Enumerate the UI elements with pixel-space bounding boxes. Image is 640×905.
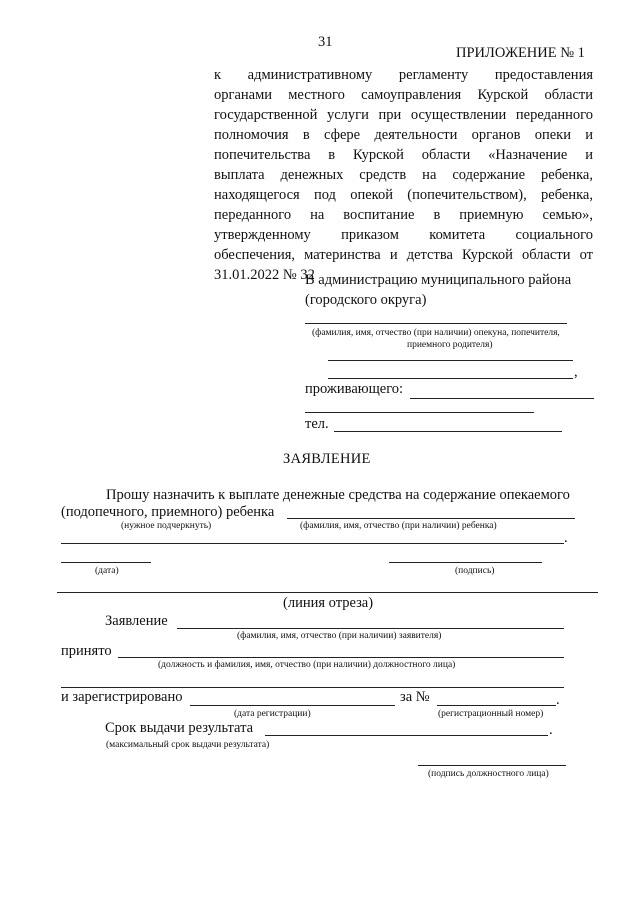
child-name-hint: (фамилия, имя, отчество (при наличии) ребенка): [300, 521, 497, 531]
child-name-field-2[interactable]: [61, 543, 564, 544]
registration-number-field[interactable]: [437, 705, 556, 706]
addressee-line-1: В администрацию муниципального района: [305, 272, 572, 288]
statement-heading: ЗАЯВЛЕНИЕ: [283, 451, 371, 467]
cut-line-label: (линия отреза): [283, 595, 374, 611]
registration-number-hint: (регистрационный номер): [438, 709, 544, 719]
appendix-title: ПРИЛОЖЕНИЕ № 1: [456, 45, 585, 61]
phone-label: тел.: [305, 416, 329, 432]
phone-field[interactable]: [334, 431, 562, 432]
residing-field[interactable]: [410, 398, 594, 399]
registration-dot: .: [556, 692, 560, 708]
official-field[interactable]: [118, 657, 564, 658]
underline-hint: (нужное подчеркнуть): [121, 521, 212, 531]
request-line-1: Прошу назначить к выплате денежные средства на содержание опекаемого: [106, 487, 570, 503]
statement-label: Заявление: [105, 613, 168, 629]
addressee-line-2: (городского округа): [305, 292, 427, 308]
request-dot: .: [564, 530, 568, 546]
signature-field[interactable]: [389, 562, 542, 563]
appendix-line: переданного на воспитание в приемную семью»,: [214, 207, 593, 223]
appendix-line: утвержденному приказом комитета социального: [214, 227, 593, 243]
deadline-field[interactable]: [265, 735, 548, 736]
appendix-line: находящегося под опекой (попечительством), ребенка,: [214, 187, 593, 203]
applicant-name-field[interactable]: [305, 323, 567, 324]
deadline-dot: .: [549, 722, 553, 738]
appendix-line: выплата денежных средств на содержание ребенка,: [214, 167, 593, 183]
applicant-name-field-2[interactable]: [328, 360, 573, 361]
residing-label: проживающего:: [305, 381, 404, 397]
official-signature-hint: (подпись должностного лица): [428, 769, 549, 779]
accepted-label: принято: [61, 643, 112, 659]
appendix-line: к административному регламенту предоставления: [214, 67, 593, 83]
appendix-line: полномочия в сфере деятельности органов опеки и: [214, 127, 593, 143]
applicant-field[interactable]: [177, 628, 564, 629]
appendix-line: обеспечения, материнства и детства Курской области от: [214, 247, 593, 263]
comma: ,: [574, 364, 578, 380]
registration-date-field[interactable]: [190, 705, 395, 706]
applicant-name-hint: (фамилия, имя, отчество (при наличии) опекуна, попечителя,: [312, 328, 560, 338]
signature-hint: (подпись): [455, 566, 495, 576]
appendix-line: государственной услуги при осуществлении переданного: [214, 107, 593, 123]
official-signature-field[interactable]: [418, 765, 566, 766]
official-hint: (должность и фамилия, имя, отчество (при наличии) должностного лица): [158, 660, 456, 670]
page-number: 31: [318, 34, 333, 50]
deadline-label: Срок выдачи результата: [105, 720, 254, 736]
applicant-hint: (фамилия, имя, отчество (при наличии) заявителя): [237, 631, 442, 641]
registration-date-hint: (дата регистрации): [234, 709, 311, 719]
applicant-name-field-3[interactable]: [328, 378, 573, 379]
registered-label: и зарегистрировано: [61, 689, 183, 705]
appendix-line: органами местного самоуправления Курской области: [214, 87, 593, 103]
official-field-2[interactable]: [61, 687, 564, 688]
request-line-2: (подопечного, приемного) ребенка: [61, 504, 275, 520]
deadline-hint: (максимальный срок выдачи результата): [106, 740, 270, 750]
date-field[interactable]: [61, 562, 151, 563]
residing-field-2[interactable]: [305, 412, 534, 413]
number-label: за №: [400, 689, 430, 705]
cut-line: [57, 592, 598, 593]
date-hint: (дата): [95, 566, 119, 576]
appendix-line: 31.01.2022 № 32: [214, 267, 315, 283]
appendix-text: [214, 65, 593, 285]
child-name-field[interactable]: [287, 518, 575, 519]
appendix-line: попечительства в Курской области «Назначение и: [214, 147, 593, 163]
applicant-name-hint-cont: приемного родителя): [407, 340, 493, 350]
